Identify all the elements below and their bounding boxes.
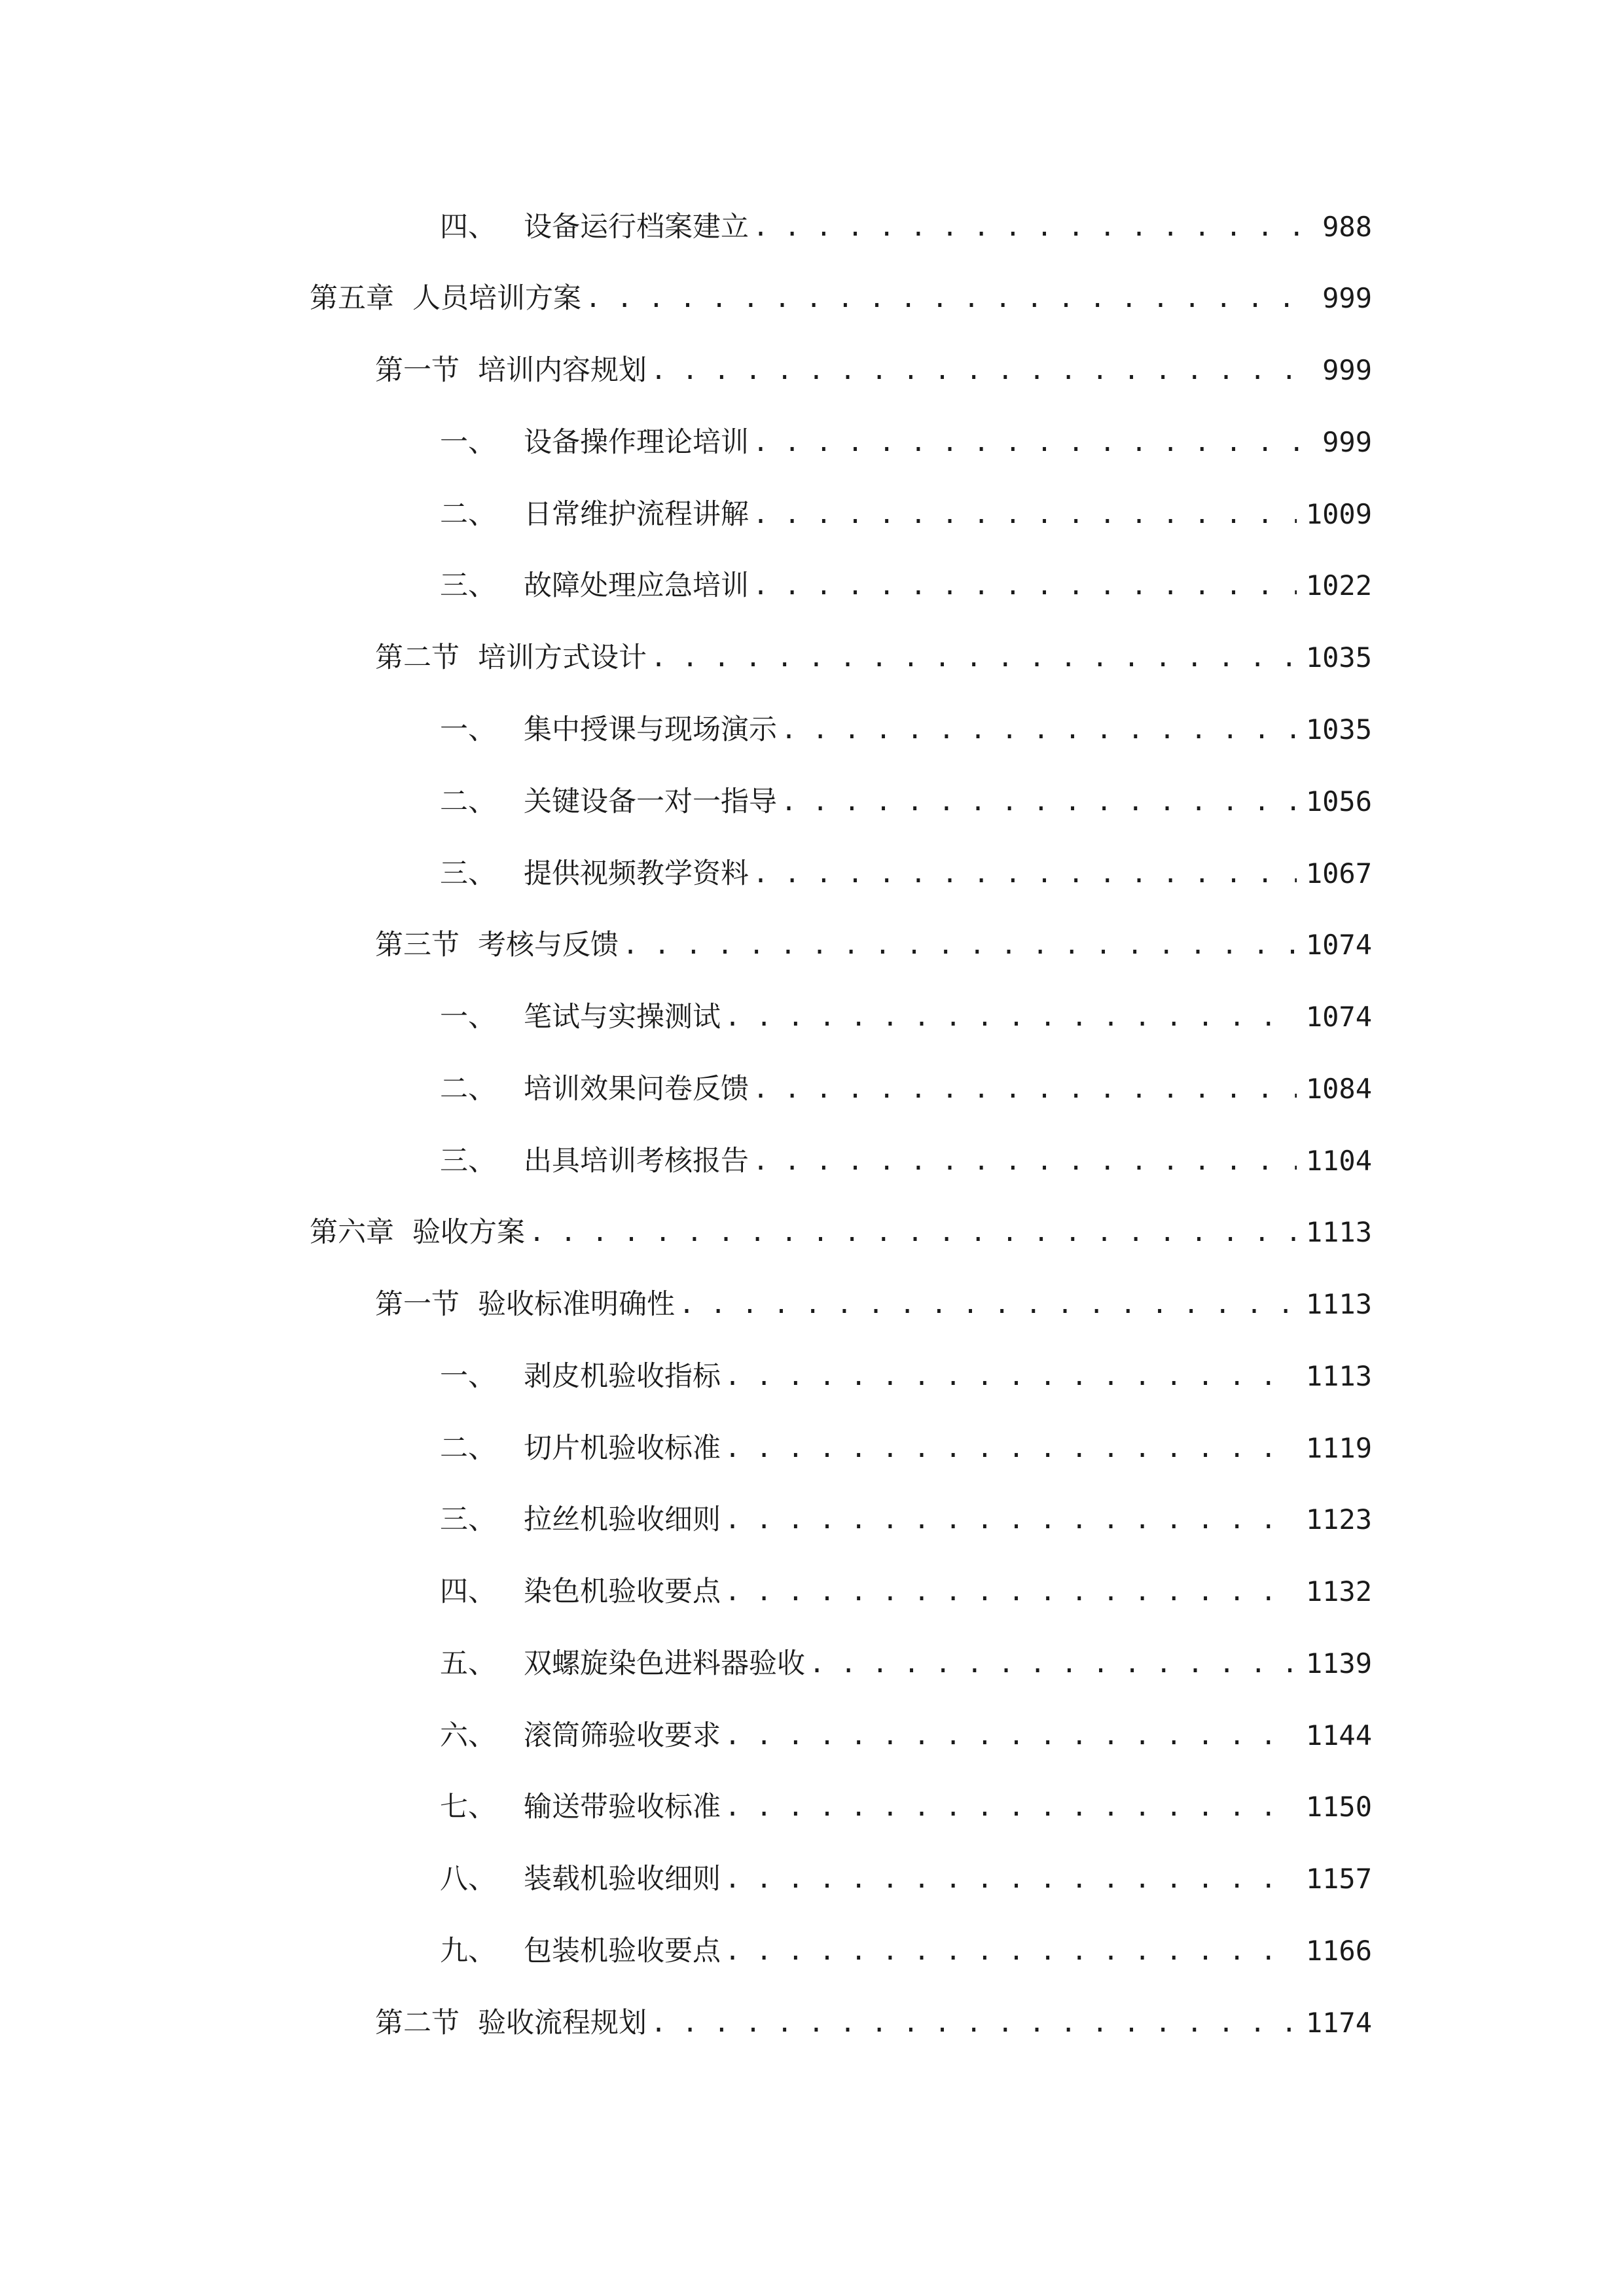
toc-page-number: 1123 <box>1305 1503 1372 1535</box>
toc-entry[interactable] <box>375 344 1372 397</box>
toc-entry-title: 出具培训考核报告 <box>524 1145 749 1177</box>
toc-dot-leader <box>753 1063 1297 1115</box>
toc-entry[interactable] <box>375 632 1372 684</box>
toc-entry-number: 二、 <box>440 498 496 531</box>
toc-entry-title: 拉丝机验收细则 <box>524 1503 721 1536</box>
toc-entry-number: 三、 <box>440 569 496 602</box>
toc-dot-leader <box>781 776 1297 828</box>
toc-page-number: 1104 <box>1305 1145 1372 1177</box>
toc-entry[interactable] <box>375 1997 1372 2049</box>
toc-dot-leader <box>651 1997 1297 2049</box>
toc-entry-title: 故障处理应急培训 <box>524 569 749 602</box>
toc-entry-title: 输送带验收标准 <box>524 1791 721 1823</box>
toc-page-number: 1139 <box>1305 1647 1372 1679</box>
toc-entry-number: 第二节 <box>375 641 460 674</box>
toc-entry-number: 三、 <box>440 1503 496 1536</box>
toc-entry[interactable] <box>440 1710 1372 1762</box>
toc-entry-title: 培训效果问卷反馈 <box>524 1073 749 1105</box>
toc-entry[interactable] <box>440 1135 1372 1187</box>
toc-page-number: 1174 <box>1305 2007 1372 2039</box>
toc-dot-leader <box>753 848 1297 900</box>
toc-page-number: 988 <box>1322 211 1372 243</box>
toc-entry-title: 切片机验收标准 <box>524 1432 721 1465</box>
toc-dot-leader <box>679 1278 1297 1331</box>
toc-entry[interactable] <box>440 704 1372 756</box>
toc-entry-title: 染色机验收要点 <box>524 1575 721 1608</box>
toc-dot-leader <box>753 1135 1297 1187</box>
toc-entry-title: 培训内容规划 <box>478 354 647 387</box>
toc-page-number: 1119 <box>1305 1432 1372 1464</box>
toc-dot-leader <box>725 991 1297 1043</box>
toc-dot-leader <box>529 1206 1297 1259</box>
toc-entry-number: 第二节 <box>375 2007 460 2039</box>
toc-entry-title: 剥皮机验收指标 <box>524 1360 721 1393</box>
toc-page-number: 1084 <box>1305 1073 1372 1105</box>
toc-dot-leader <box>781 704 1297 756</box>
toc-entry[interactable] <box>440 776 1372 828</box>
toc-entry[interactable] <box>310 272 1372 325</box>
toc-entry-title: 提供视频教学资料 <box>524 857 749 890</box>
toc-dot-leader <box>585 272 1313 325</box>
toc-entry-number: 八、 <box>440 1863 496 1895</box>
toc-entry-number: 七、 <box>440 1791 496 1823</box>
toc-entry[interactable] <box>440 1494 1372 1546</box>
toc-entry[interactable] <box>440 1350 1372 1403</box>
toc-page-number: 1113 <box>1305 1360 1372 1392</box>
toc-dot-leader <box>753 488 1297 541</box>
toc-entry-number: 第三节 <box>375 929 460 961</box>
toc-entry[interactable] <box>440 488 1372 541</box>
toc-dot-leader <box>725 1494 1297 1546</box>
toc-entry-title: 滚筒筛验收要求 <box>524 1719 721 1752</box>
toc-entry-number: 二、 <box>440 785 496 818</box>
toc-entry-title: 关键设备一对一指导 <box>524 785 777 818</box>
toc-page-number: 1132 <box>1305 1575 1372 1607</box>
toc-entry-number: 一、 <box>440 1360 496 1393</box>
toc-page-number: 1074 <box>1305 929 1372 961</box>
toc-page-number: 1067 <box>1305 857 1372 889</box>
toc-entry[interactable] <box>440 416 1372 469</box>
toc-entry-number: 第一节 <box>375 1288 460 1321</box>
toc-dot-leader <box>725 1350 1297 1403</box>
toc-entry[interactable] <box>440 1422 1372 1475</box>
toc-dot-leader <box>753 560 1297 612</box>
toc-entry-number: 一、 <box>440 426 496 459</box>
toc-page-number: 1113 <box>1305 1288 1372 1320</box>
toc-page-number: 1113 <box>1305 1216 1372 1248</box>
toc-page-number: 1035 <box>1305 713 1372 745</box>
toc-page-number: 1150 <box>1305 1791 1372 1823</box>
toc-entry-title: 日常维护流程讲解 <box>524 498 749 531</box>
toc-entry-title: 装载机验收细则 <box>524 1863 721 1895</box>
toc-entry-title: 培训方式设计 <box>478 641 647 674</box>
toc-entry-title: 包装机验收要点 <box>524 1935 721 1967</box>
toc-dot-leader <box>725 1853 1297 1905</box>
toc-dot-leader <box>753 416 1313 469</box>
toc-page-number: 1166 <box>1305 1935 1372 1967</box>
toc-dot-leader <box>651 632 1297 684</box>
toc-entry[interactable] <box>375 919 1372 971</box>
toc-entry[interactable] <box>440 1781 1372 1833</box>
toc-entry[interactable] <box>440 1063 1372 1115</box>
toc-entry-number: 二、 <box>440 1432 496 1465</box>
toc-dot-leader <box>725 1422 1297 1475</box>
toc-entry-title: 考核与反馈 <box>478 929 619 961</box>
toc-entry-title: 设备运行档案建立 <box>524 211 749 243</box>
toc-entry[interactable] <box>440 991 1372 1043</box>
toc-entry[interactable] <box>440 1566 1372 1618</box>
toc-entry-title: 人员培训方案 <box>412 282 581 315</box>
toc-entry-number: 五、 <box>440 1647 496 1680</box>
toc-dot-leader <box>725 1925 1297 1977</box>
toc-entry-number: 六、 <box>440 1719 496 1752</box>
toc-entry-number: 第六章 <box>310 1216 394 1249</box>
toc-entry-number: 四、 <box>440 1575 496 1608</box>
toc-entry-title: 笔试与实操测试 <box>524 1001 721 1033</box>
toc-entry[interactable] <box>440 1925 1372 1977</box>
toc-dot-leader <box>809 1638 1297 1690</box>
toc-entry-title: 双螺旋染色进料器验收 <box>524 1647 805 1680</box>
toc-dot-leader <box>623 919 1297 971</box>
toc-entry-number: 第五章 <box>310 282 394 315</box>
toc-entry[interactable] <box>440 1638 1372 1690</box>
toc-entry-number: 九、 <box>440 1935 496 1967</box>
toc-entry-number: 一、 <box>440 1001 496 1033</box>
toc-entry[interactable] <box>375 1278 1372 1331</box>
toc-entry-title: 验收方案 <box>412 1216 525 1249</box>
toc-page-number: 1144 <box>1305 1719 1372 1751</box>
toc-dot-leader <box>651 344 1313 397</box>
toc-entry-title: 验收流程规划 <box>478 2007 647 2039</box>
toc-dot-leader <box>725 1566 1297 1618</box>
toc-entry-title: 验收标准明确性 <box>478 1288 675 1321</box>
toc-entry[interactable] <box>310 1206 1372 1259</box>
toc-entry[interactable] <box>440 201 1372 253</box>
toc-entry[interactable] <box>440 848 1372 900</box>
toc-dot-leader <box>753 201 1313 253</box>
toc-page-number: 999 <box>1322 354 1372 386</box>
toc-entry-number: 第一节 <box>375 354 460 387</box>
toc-page-number: 1009 <box>1305 498 1372 530</box>
toc-page-number: 999 <box>1322 282 1372 314</box>
toc-entry[interactable] <box>440 560 1372 612</box>
toc-entry-number: 一、 <box>440 713 496 746</box>
toc-page-number: 1056 <box>1305 785 1372 817</box>
toc-page-number: 999 <box>1322 426 1372 458</box>
toc-entry-title: 设备操作理论培训 <box>524 426 749 459</box>
toc-entry[interactable] <box>440 1853 1372 1905</box>
toc-entry-number: 二、 <box>440 1073 496 1105</box>
toc-page-number: 1157 <box>1305 1863 1372 1895</box>
toc-entry-number: 三、 <box>440 1145 496 1177</box>
toc-page-number: 1074 <box>1305 1001 1372 1033</box>
toc-page-number: 1035 <box>1305 641 1372 673</box>
toc-entry-title: 集中授课与现场演示 <box>524 713 777 746</box>
toc-page-number: 1022 <box>1305 569 1372 601</box>
toc-entry-number: 四、 <box>440 211 496 243</box>
toc-dot-leader <box>725 1781 1297 1833</box>
toc-dot-leader <box>725 1710 1297 1762</box>
toc-entry-number: 三、 <box>440 857 496 890</box>
